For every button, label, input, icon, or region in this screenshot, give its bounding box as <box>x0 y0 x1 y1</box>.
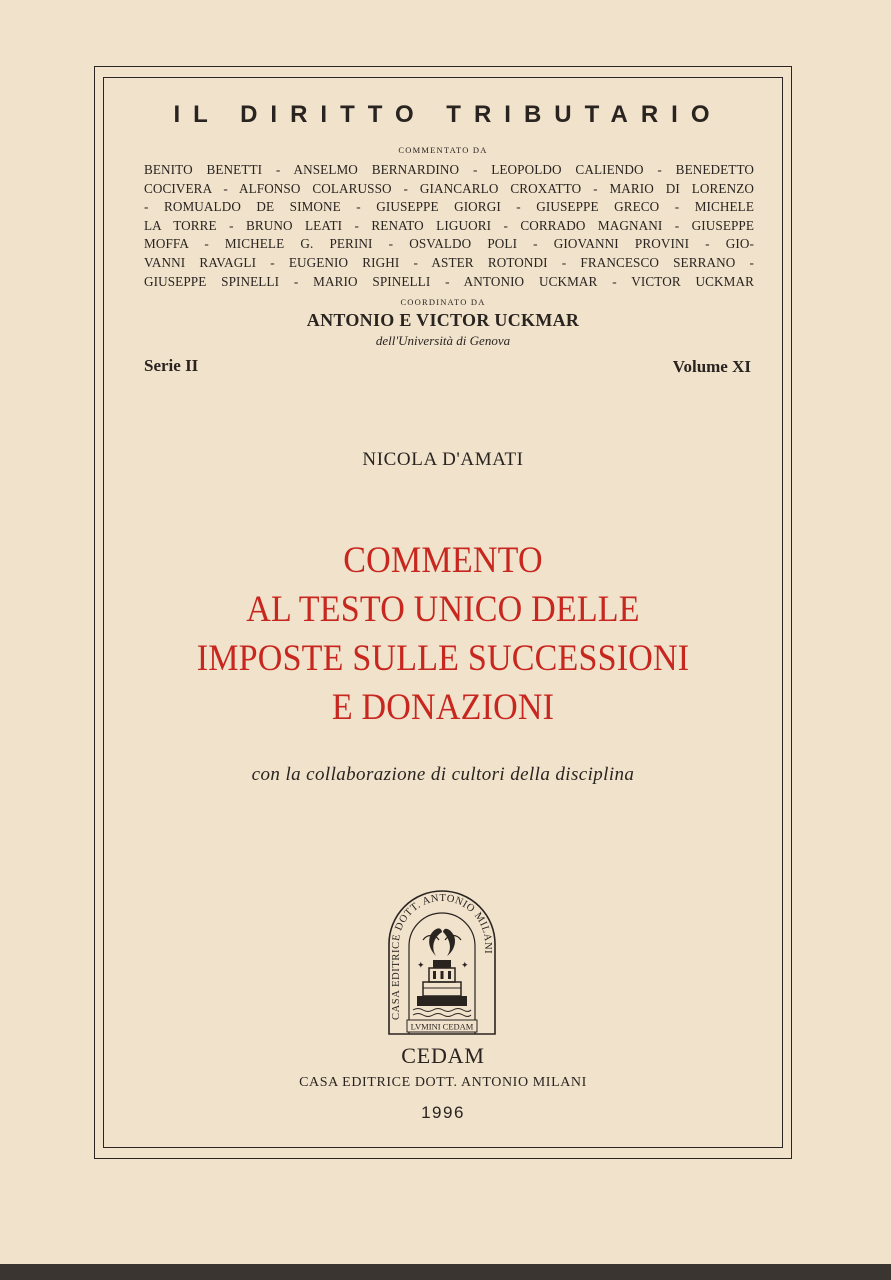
publication-year: 1996 <box>421 1103 465 1122</box>
book-title <box>130 536 756 732</box>
authors-line: - ROMUALDO DE SIMONE - GIUSEPPE GIORGI - GIUSEPPE GRECO - MICHELE <box>144 199 754 215</box>
coordinated-by-label: COORDINATO DA <box>400 297 486 307</box>
svg-text:✦: ✦ <box>461 961 469 971</box>
authors-line: VANNI RAVAGLI - EUGENIO RIGHI - ASTER ROTONDI - FRANCESCO SERRANO - <box>144 254 754 270</box>
publisher-name: CEDAM <box>401 1043 485 1068</box>
seal-ring-text: CASA EDITRICE DOTT. ANTONIO MILANI <box>391 892 494 1021</box>
publisher-seal-icon <box>383 888 501 1038</box>
authors-line: COCIVERA - ALFONSO COLARUSSO - GIANCARLO CROXATTO - MARIO DI LORENZO <box>144 180 754 196</box>
publisher-full-name: CASA EDITRICE DOTT. ANTONIO MILANI <box>299 1075 587 1090</box>
title-line: COMMENTO <box>343 540 543 581</box>
svg-text:✦: ✦ <box>417 961 425 971</box>
authors-line: MOFFA - MICHELE G. PERINI - OSVALDO POLI - GIOVANNI PROVINI - GIO- <box>144 236 754 252</box>
title-line: E DONAZIONI <box>331 687 555 728</box>
series-title: IL DIRITTO TRIBUTARIO <box>173 101 723 128</box>
title-line: AL TESTO UNICO DELLE <box>246 589 640 630</box>
volume-number: Volume XI <box>672 357 751 376</box>
authors-line: LA TORRE - BRUNO LEATI - RENATO LIGUORI - CORRADO MAGNANI - GIUSEPPE <box>144 217 754 233</box>
coordinators: ANTONIO E VICTOR UCKMAR <box>306 310 580 330</box>
seal-motto: LVMINI CEDAM <box>410 1021 474 1032</box>
authors-list <box>144 161 754 291</box>
series-number: Serie II <box>144 356 199 375</box>
title-line: IMPOSTE SULLE SUCCESSIONI <box>196 638 690 679</box>
authors-line: BENITO BENETTI - ANSELMO BERNARDINO - LEOPOLDO CALIENDO - BENEDETTO <box>144 162 754 177</box>
subtitle: con la collaborazione di cultori della disciplina <box>251 764 635 785</box>
authors-line: GIUSEPPE SPINELLI - MARIO SPINELLI - ANTONIO UCKMAR - VICTOR UCKMAR <box>144 273 754 289</box>
commented-by-label: COMMENTATO DA <box>398 145 488 155</box>
university: dell'Università di Genova <box>375 333 511 348</box>
author-name: NICOLA D'AMATI <box>362 449 524 470</box>
